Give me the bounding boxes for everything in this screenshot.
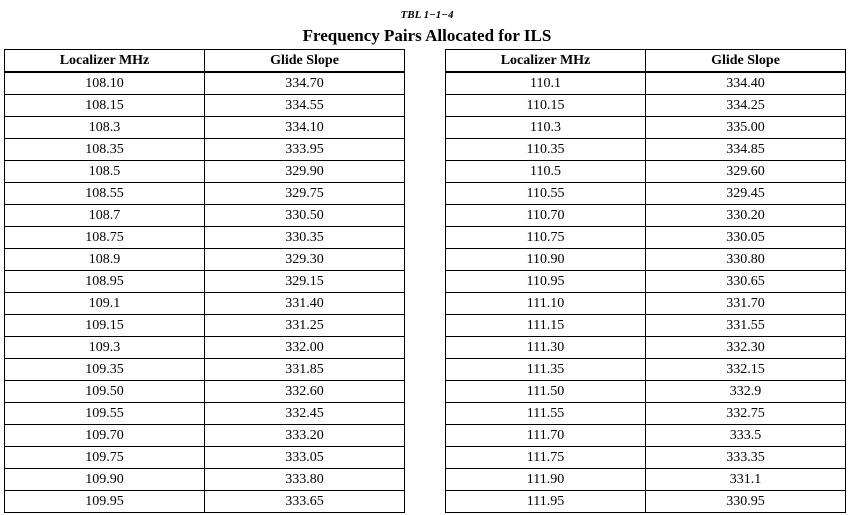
localizer-cell: 108.15 <box>5 95 205 117</box>
table-row <box>446 447 846 469</box>
table-row <box>446 293 846 315</box>
localizer-cell: 108.9 <box>5 249 205 271</box>
glide-slope-cell: 329.15 <box>205 271 405 293</box>
table-row <box>5 183 405 205</box>
glide-slope-cell: 334.10 <box>205 117 405 139</box>
localizer-cell: 108.75 <box>5 227 205 249</box>
localizer-cell: 109.70 <box>5 425 205 447</box>
localizer-cell: 111.30 <box>446 337 646 359</box>
glide-slope-cell: 332.60 <box>205 381 405 403</box>
glide-slope-cell: 334.85 <box>646 139 846 161</box>
glide-slope-cell: 329.45 <box>646 183 846 205</box>
localizer-cell: 111.50 <box>446 381 646 403</box>
localizer-cell: 111.90 <box>446 469 646 491</box>
localizer-cell: 109.15 <box>5 315 205 337</box>
table-row <box>5 227 405 249</box>
glide-slope-cell: 329.60 <box>646 161 846 183</box>
glide-slope-cell: 334.25 <box>646 95 846 117</box>
table-row <box>446 403 846 425</box>
glide-slope-cell: 333.95 <box>205 139 405 161</box>
glide-slope-cell: 333.35 <box>646 447 846 469</box>
table-row <box>5 95 405 117</box>
table-row <box>5 403 405 425</box>
localizer-cell: 111.75 <box>446 447 646 469</box>
glide-slope-cell: 331.1 <box>646 469 846 491</box>
glide-slope-cell: 332.15 <box>646 359 846 381</box>
localizer-cell: 108.7 <box>5 205 205 227</box>
localizer-cell: 109.1 <box>5 293 205 315</box>
header-row <box>446 50 846 73</box>
table-row <box>5 72 405 95</box>
localizer-cell: 110.95 <box>446 271 646 293</box>
table-row <box>5 139 405 161</box>
table-caption: TBL 1−1−4 <box>400 9 454 21</box>
table-row <box>446 161 846 183</box>
localizer-cell: 111.55 <box>446 403 646 425</box>
page-title: Frequency Pairs Allocated for ILS <box>302 26 552 45</box>
localizer-cell: 110.15 <box>446 95 646 117</box>
table-row <box>5 425 405 447</box>
glide-slope-cell: 329.75 <box>205 183 405 205</box>
glide-slope-cell: 334.55 <box>205 95 405 117</box>
localizer-cell: 109.75 <box>5 447 205 469</box>
table-row <box>446 491 846 513</box>
table-row <box>446 249 846 271</box>
glide-slope-cell: 334.40 <box>646 72 846 95</box>
table-row <box>5 315 405 337</box>
frequency-table-left <box>4 49 405 513</box>
localizer-cell: 109.55 <box>5 403 205 425</box>
glide-slope-cell: 330.05 <box>646 227 846 249</box>
localizer-cell: 110.70 <box>446 205 646 227</box>
column-header-glide-slope: Glide Slope <box>205 50 405 73</box>
localizer-cell: 108.3 <box>5 117 205 139</box>
glide-slope-cell: 333.20 <box>205 425 405 447</box>
glide-slope-cell: 329.90 <box>205 161 405 183</box>
localizer-cell: 109.90 <box>5 469 205 491</box>
table-row <box>5 491 405 513</box>
localizer-cell: 110.35 <box>446 139 646 161</box>
glide-slope-cell: 333.80 <box>205 469 405 491</box>
localizer-cell: 108.55 <box>5 183 205 205</box>
localizer-cell: 109.35 <box>5 359 205 381</box>
glide-slope-cell: 333.5 <box>646 425 846 447</box>
table-row <box>5 381 405 403</box>
frequency-table-right <box>445 49 846 513</box>
localizer-cell: 109.50 <box>5 381 205 403</box>
localizer-cell: 109.95 <box>5 491 205 513</box>
table-row <box>5 205 405 227</box>
localizer-cell: 111.35 <box>446 359 646 381</box>
localizer-cell: 110.75 <box>446 227 646 249</box>
glide-slope-cell: 331.85 <box>205 359 405 381</box>
glide-slope-cell: 330.20 <box>646 205 846 227</box>
localizer-cell: 109.3 <box>5 337 205 359</box>
table-row <box>5 469 405 491</box>
glide-slope-cell: 333.65 <box>205 491 405 513</box>
localizer-cell: 108.95 <box>5 271 205 293</box>
header-row <box>5 50 405 73</box>
table-row <box>446 381 846 403</box>
glide-slope-cell: 329.30 <box>205 249 405 271</box>
glide-slope-cell: 333.05 <box>205 447 405 469</box>
table-row <box>5 117 405 139</box>
localizer-cell: 110.55 <box>446 183 646 205</box>
glide-slope-cell: 330.50 <box>205 205 405 227</box>
table-row <box>446 117 846 139</box>
localizer-cell: 108.10 <box>5 72 205 95</box>
glide-slope-cell: 331.70 <box>646 293 846 315</box>
table-row <box>5 447 405 469</box>
table-row <box>5 249 405 271</box>
table-row <box>446 359 846 381</box>
localizer-cell: 108.5 <box>5 161 205 183</box>
glide-slope-cell: 332.9 <box>646 381 846 403</box>
table-row <box>446 315 846 337</box>
glide-slope-cell: 335.00 <box>646 117 846 139</box>
table-row <box>446 183 846 205</box>
table-row <box>5 271 405 293</box>
table-row <box>5 337 405 359</box>
table-row <box>446 205 846 227</box>
column-header-localizer: Localizer MHz <box>446 50 646 73</box>
glide-slope-cell: 330.65 <box>646 271 846 293</box>
table-row <box>446 139 846 161</box>
column-header-glide-slope: Glide Slope <box>646 50 846 73</box>
table-row <box>446 227 846 249</box>
glide-slope-cell: 330.35 <box>205 227 405 249</box>
localizer-cell: 111.70 <box>446 425 646 447</box>
table-row <box>446 95 846 117</box>
glide-slope-cell: 332.00 <box>205 337 405 359</box>
localizer-cell: 110.90 <box>446 249 646 271</box>
localizer-cell: 111.95 <box>446 491 646 513</box>
glide-slope-cell: 332.30 <box>646 337 846 359</box>
glide-slope-cell: 330.80 <box>646 249 846 271</box>
localizer-cell: 110.1 <box>446 72 646 95</box>
table-row <box>446 469 846 491</box>
column-header-localizer: Localizer MHz <box>5 50 205 73</box>
glide-slope-cell: 330.95 <box>646 491 846 513</box>
table-row <box>446 271 846 293</box>
table-row <box>5 293 405 315</box>
localizer-cell: 110.3 <box>446 117 646 139</box>
table-row <box>5 161 405 183</box>
table-row <box>446 72 846 95</box>
glide-slope-cell: 332.75 <box>646 403 846 425</box>
localizer-cell: 110.5 <box>446 161 646 183</box>
glide-slope-cell: 331.25 <box>205 315 405 337</box>
glide-slope-cell: 334.70 <box>205 72 405 95</box>
localizer-cell: 111.10 <box>446 293 646 315</box>
table-row <box>446 425 846 447</box>
table-row <box>5 359 405 381</box>
glide-slope-cell: 331.55 <box>646 315 846 337</box>
glide-slope-cell: 332.45 <box>205 403 405 425</box>
glide-slope-cell: 331.40 <box>205 293 405 315</box>
localizer-cell: 108.35 <box>5 139 205 161</box>
localizer-cell: 111.15 <box>446 315 646 337</box>
table-row <box>446 337 846 359</box>
